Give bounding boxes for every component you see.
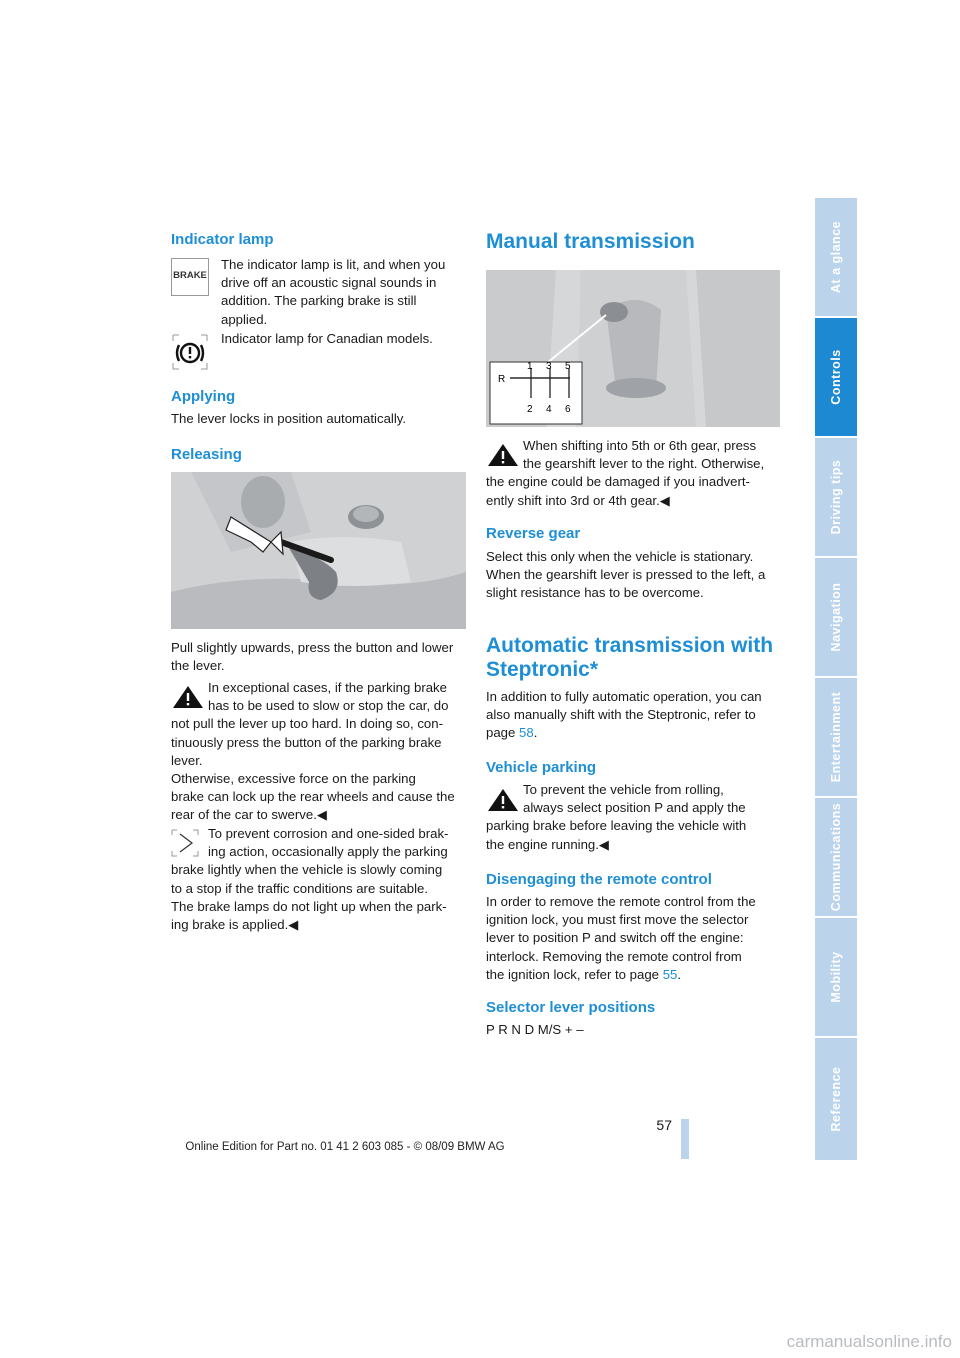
warning-text: When shifting into 5th or 6th gear, press the gearshift lever to the right. Otherwise, the engine could be damaged if you inadvert- ently shift into 3rd or 4th gear.◀	[486, 438, 765, 508]
page-number: 57	[656, 1117, 672, 1133]
releasing-text: Pull slightly upwards, press the button and lower the lever.	[171, 640, 454, 674]
shift-label-4: 4	[546, 404, 552, 415]
manual-transmission-heading: Manual transmission	[486, 230, 695, 253]
remote-control-text: In order to remove the remote control from the ignition lock, you must first move the selector lever to position P and switch off the engine: interlock. Removing the remote control from the ignition lock, refer to page 55.	[486, 894, 756, 982]
automatic-transmission-text: In addition to fully automatic operation, you can also manually shift with the Steptronic, refer to page 58.	[486, 689, 762, 741]
reverse-gear-text: Select this only when the vehicle is stationary. When the gearshift lever is pressed to the left, a slight resistance has to be overcome.	[486, 549, 766, 601]
tab-navigation[interactable]: Navigation	[815, 558, 857, 676]
tab-at-a-glance[interactable]: At a glance	[815, 198, 857, 316]
remote-control-heading: Disengaging the remote control	[486, 871, 712, 888]
applying-text: The lever locks in position automatically.	[171, 411, 407, 426]
brake-indicator-icon: BRAKE	[171, 258, 209, 296]
shift-label-r: R	[498, 374, 506, 385]
reverse-gear-heading: Reverse gear	[486, 525, 581, 542]
warning-text: In exceptional cases, if the parking brake has to be used to slow or stop the car, do not pull the lever up too hard. In doing so, con- tinuously press the button of the parking brake lever. Otherwise, excessive force on the parking brake can lock up the rear wheels and cause the rear of the car to swerve.◀	[171, 680, 455, 823]
page-55-link[interactable]: 55	[662, 966, 678, 982]
vehicle-parking-heading: Vehicle parking	[486, 759, 597, 776]
footer-text: Online Edition for Part no. 01 41 2 603 085 - © 08/09 BMW AG	[185, 1141, 505, 1153]
vehicle-parking-text: To prevent the vehicle from rolling, always select position P and apply the parking brake before leaving the vehicle with the engine running.◀	[486, 782, 747, 852]
tab-communications[interactable]: Communications	[815, 798, 857, 916]
canadian-indicator-text: Indicator lamp for Canadian models.	[221, 331, 433, 346]
indicator-lamp-heading: Indicator lamp	[171, 231, 274, 248]
canadian-brake-indicator-icon	[171, 333, 209, 371]
shift-label-3: 3	[546, 361, 552, 372]
parking-brake-lever-photo	[171, 472, 466, 629]
footer-accent-bar	[681, 1119, 689, 1159]
shift-label-2: 2	[527, 404, 533, 415]
shift-label-1: 1	[527, 361, 533, 372]
watermark: carmanualsonline.info	[786, 1332, 952, 1351]
automatic-transmission-heading: Automatic transmission with Steptronic*	[486, 634, 774, 681]
tab-driving-tips[interactable]: Driving tips	[815, 438, 857, 556]
tab-entertainment[interactable]: Entertainment	[815, 678, 857, 796]
chapter-tabs	[815, 198, 857, 1160]
indicator-lamp-text: The indicator lamp is lit, and when you drive off an acoustic signal sounds in addition. The parking brake is still applied.	[221, 257, 446, 327]
page-58-link[interactable]: 58	[519, 725, 534, 741]
tab-reference[interactable]: Reference	[815, 1038, 857, 1160]
applying-heading: Applying	[171, 388, 236, 405]
selector-lever-heading: Selector lever positions	[486, 999, 656, 1016]
tab-controls[interactable]: Controls	[815, 318, 857, 436]
gearshift-photo	[486, 270, 780, 427]
releasing-heading: Releasing	[171, 446, 242, 463]
tab-mobility[interactable]: Mobility	[815, 918, 857, 1036]
note-text: To prevent corrosion and one-sided brak- ing action, occasionally apply the parking brake lightly when the vehicle is slowly coming to a stop if the traffic conditions are suitable. The brake lamps do not light up when the park- ing brake is applied.◀	[171, 826, 449, 933]
shift-label-6: 6	[565, 404, 571, 415]
selector-lever-positions: P R N D M/S + –	[486, 1022, 584, 1037]
shift-label-5: 5	[565, 361, 571, 372]
